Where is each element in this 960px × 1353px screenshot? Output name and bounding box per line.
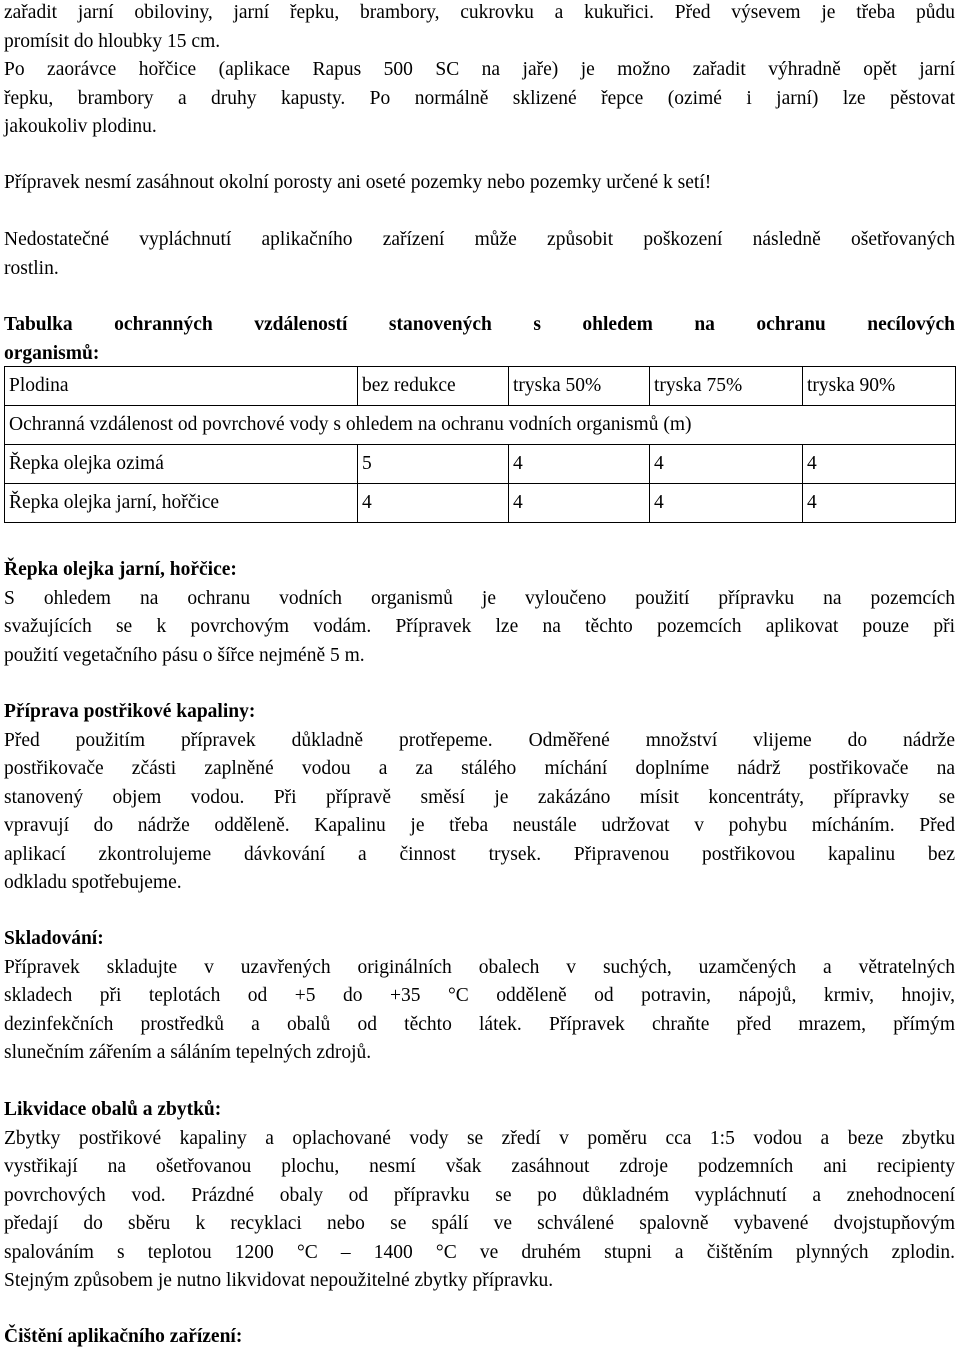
table-cell: 4 — [358, 484, 509, 523]
text-line: povrchových vod. Prázdné obaly od přípravku se po důkladném vypláchnutí a znehodnocení — [4, 1184, 955, 1206]
text-line: Přípravek nesmí zasáhnout okolní porosty ani oseté pozemky nebo pozemky určené k setí! — [4, 172, 712, 193]
table-cell: 5 — [358, 445, 509, 484]
text-line: organismů: — [4, 342, 100, 364]
text-line: Přípravek skladujte v uzavřených originálních obalech v suchých, uzamčených a větratelných — [4, 956, 955, 978]
intro-paragraph — [4, 0, 955, 142]
text-line: rostlin. — [4, 257, 59, 279]
section-priprava — [4, 698, 955, 898]
table-header-cell: tryska 90% — [803, 367, 956, 406]
text-line: řepku, brambory a druhy kapusty. Po normálně sklizené řepce (ozimé i jarní) lze pěstovat — [4, 87, 955, 109]
text-line: Zbytky postřikové kapaliny a oplachované vody se zředí v poměru cca 1:5 vodou a beze zbytku — [4, 1127, 955, 1149]
text-line: slunečním zářením a sáláním tepelných zdrojů. — [4, 1042, 372, 1063]
table-title — [4, 311, 955, 368]
text-line: vystřikají na ošetřovanou plochu, nesmí však zasáhnout zdroje podzemních ani recipienty — [4, 1156, 955, 1177]
section-heading: Příprava postřikové kapaliny: — [4, 701, 256, 722]
table-cell: 4 — [509, 445, 650, 484]
table-row — [5, 484, 956, 523]
table-header-cell: tryska 75% — [650, 367, 803, 406]
section-repka — [4, 556, 955, 670]
section-cisteni — [4, 1323, 955, 1352]
text-line: svažujících se k povrchovým vodám. Přípravek lze na těchto pozemcích aplikovat pouze při — [4, 616, 955, 637]
text-line: Stejným způsobem je nutno likvidovat nepoužitelné zbytky přípravku. — [4, 1270, 554, 1291]
text-line: skladech při teplotách od +5 do +35 °C odděleně od potravin, nápojů, krmiv, hnojiv, — [4, 985, 955, 1006]
table-span-row — [5, 406, 956, 445]
section-skladovani — [4, 925, 955, 1068]
table-row — [5, 445, 956, 484]
text-line: S ohledem na ochranu vodních organismů je vyloučeno použití přípravku na pozemcích — [4, 587, 955, 609]
section-heading: Řepka olejka jarní, hořčice: — [4, 559, 237, 580]
table-span-cell: Ochranná vzdálenost od povrchové vody s ohledem na ochranu vodních organismů (m) — [5, 406, 956, 445]
table-cell: 4 — [650, 445, 803, 484]
table-header-cell: Plodina — [5, 367, 358, 406]
text-line: stanovený objem vodou. Při přípravě směsí je zakázáno mísit koncentráty, přípravky se — [4, 786, 955, 808]
table-cell: Řepka olejka jarní, hořčice — [5, 484, 358, 523]
text-line: spalováním s teplotou 1200 °C – 1400 °C ve druhém stupni a čištěním plynných zplodin. — [4, 1241, 955, 1263]
section-heading: Skladování: — [4, 928, 104, 949]
table-header-cell: tryska 50% — [509, 367, 650, 406]
text-line: promísit do hloubky 15 cm. — [4, 30, 221, 52]
warning-no-drift — [4, 169, 955, 198]
table-cell: 4 — [509, 484, 650, 523]
table-header-row — [5, 367, 956, 406]
section-likvidace — [4, 1096, 955, 1296]
table-cell: 4 — [803, 484, 956, 523]
text-line: Nedostatečné vypláchnutí aplikačního zařízení může způsobit poškození následně ošetřovaných — [4, 229, 955, 250]
table-cell: 4 — [803, 445, 956, 484]
protection-distance-table — [4, 366, 956, 523]
section-heading: Likvidace obalů a zbytků: — [4, 1099, 222, 1120]
section-heading: Čištění aplikačního zařízení: — [4, 1326, 243, 1347]
warning-rinse — [4, 226, 955, 283]
text-line: dezinfekčních prostředků a obalů od těchto látek. Přípravek chraňte před mrazem, přímým — [4, 1013, 955, 1035]
text-line: zařadit jarní obiloviny, jarní řepku, brambory, cukrovku a kukuřici. Před výsevem je třeba půdu — [4, 2, 955, 23]
text-line: vpravují do nádrže odděleně. Kapalinu je třeba neustále udržovat v pohybu mícháním. Před — [4, 815, 955, 836]
text-line: Tabulka ochranných vzdáleností stanovených s ohledem na ochranu necílových — [4, 314, 955, 335]
table-cell: 4 — [650, 484, 803, 523]
text-line: postřikovače zčásti zaplněné vodou a za stálého míchání doplníme nádrž postřikovače na — [4, 758, 955, 779]
text-line: odkladu spotřebujeme. — [4, 872, 182, 893]
text-line: použití vegetačního pásu o šířce nejméně 5 m. — [4, 644, 365, 666]
text-line: Před použitím přípravek důkladně protřepeme. Odměřené množství vlijeme do nádrže — [4, 729, 955, 751]
text-line: aplikací zkontrolujeme dávkování a činnost trysek. Připravenou postřikovou kapalinu bez — [4, 843, 955, 865]
text-line: jakoukoliv plodinu. — [4, 116, 157, 137]
table-header-cell: bez redukce — [358, 367, 509, 406]
text-line: předají do sběru k recyklaci nebo se spálí ve schválené spalovně vybavené dvojstupňovým — [4, 1213, 955, 1234]
table-cell: Řepka olejka ozimá — [5, 445, 358, 484]
text-line: Po zaorávce hořčice (aplikace Rapus 500 SC na jaře) je možno zařadit výhradně opět jarní — [4, 59, 955, 80]
